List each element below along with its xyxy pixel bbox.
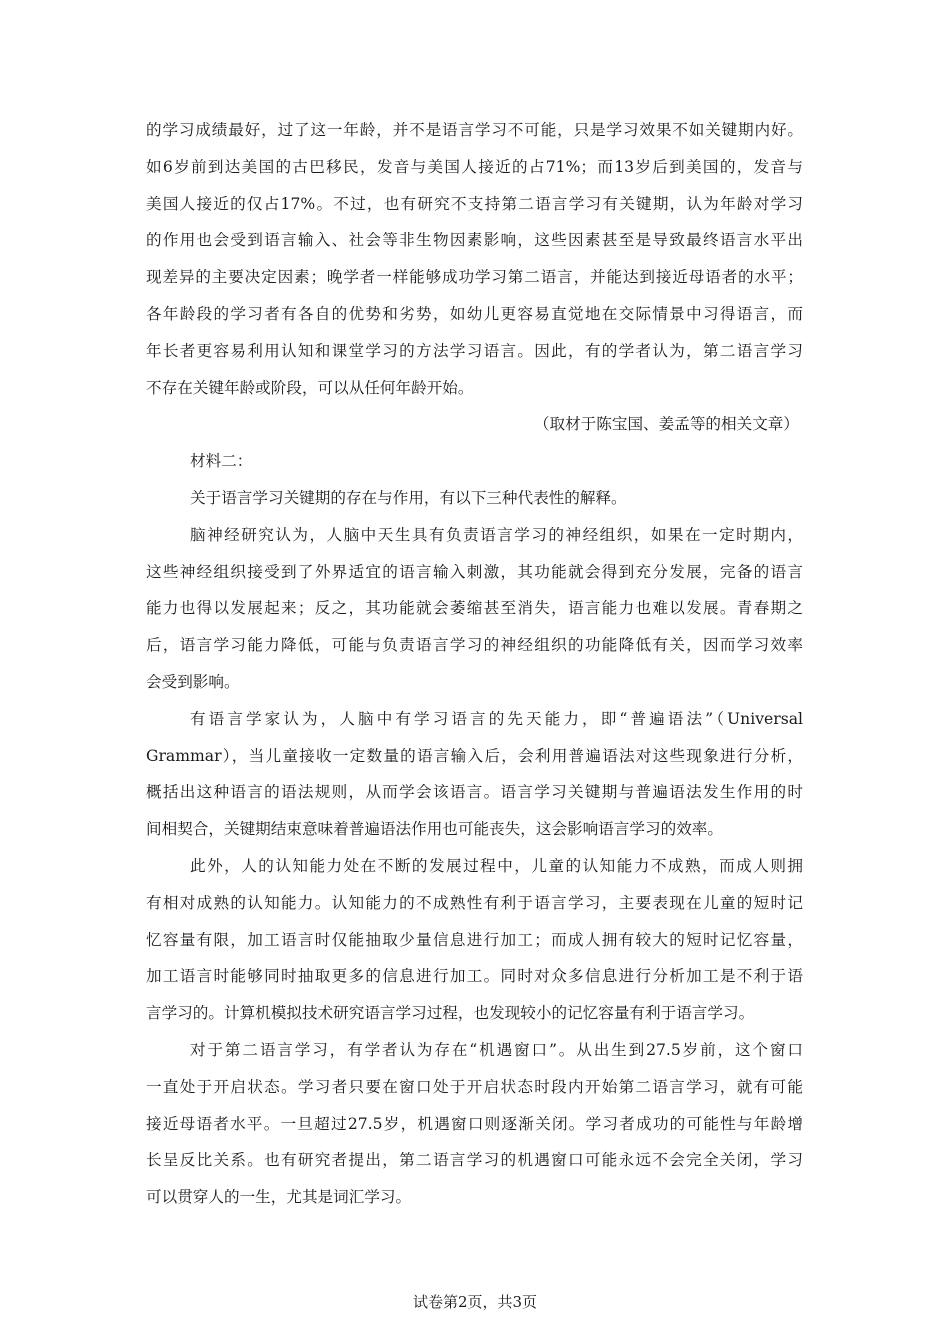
text-line: 有相对成熟的认知能力。认知能力的不成熟性有利于语言学习，主要表现在儿童的短时记 bbox=[146, 893, 803, 912]
text-line: 不存在关键年龄或阶段，可以从任何年龄开始。 bbox=[146, 378, 474, 397]
text-line: 会受到影响。 bbox=[146, 672, 240, 691]
source-note: （取材于陈宝国、姜孟等的相关文章） bbox=[533, 415, 799, 434]
text-line: 忆容量有限，加工语言时仅能抽取少量信息进行加工；而成人拥有较大的短时记忆容量， bbox=[146, 930, 803, 949]
document-body bbox=[146, 112, 803, 1216]
text-line: 有语言学家认为，人脑中有学习语言的先天能力，即“普遍语法”（Universal bbox=[190, 709, 803, 728]
text-line: 美国人接近的仅占17%。不过，也有研究不支持第二语言学习有关键期，认为年龄对学习 bbox=[146, 194, 803, 213]
material-heading: 材料二： bbox=[190, 452, 253, 471]
paragraph-4 bbox=[146, 848, 803, 1032]
text-line: 现差异的主要决定因素；晚学者一样能够成功学习第二语言，并能达到接近母语者的水平； bbox=[146, 268, 803, 287]
paragraph-5 bbox=[146, 1032, 803, 1216]
text-line: 年长者更容易利用认知和课堂学习的方法学习语言。因此，有的学者认为，第二语言学习 bbox=[146, 341, 803, 360]
paragraph-2 bbox=[146, 517, 803, 701]
text-line: 接近母语者水平。一旦超过27.5岁，机遇窗口则逐渐关闭。学习者成功的可能性与年龄增 bbox=[146, 1114, 803, 1133]
text-line: 可以贯穿人的一生，尤其是词汇学习。 bbox=[146, 1188, 412, 1207]
text-line: 后，语言学习能力降低，可能与负责语言学习的神经组织的功能降低有关，因而学习效率 bbox=[146, 636, 803, 655]
text-line: 对于第二语言学习，有学者认为存在“机遇窗口”。从出生到27.5岁前，这个窗口 bbox=[190, 1040, 803, 1059]
text-line: 言学习的。计算机模拟技术研究语言学习过程，也发现较小的记忆容量有利于语言学习。 bbox=[146, 1004, 755, 1023]
text-line: 的学习成绩最好，过了这一年龄，并不是语言学习不可能，只是学习效果不如关键期内好。 bbox=[146, 121, 803, 139]
text-line: 一直处于开启状态。学习者只要在窗口处于开启状态时段内开始第二语言学习，就有可能 bbox=[146, 1077, 803, 1096]
text-line: 的作用也会受到语言输入、社会等非生物因素影响，这些因素甚至是导致最终语言水平出 bbox=[146, 231, 803, 250]
intro-line: 关于语言学习关键期的存在与作用，有以下三种代表性的解释。 bbox=[190, 488, 627, 507]
text-line: 间相契合，关键期结束意味着普遍语法作用也可能丧失，这会影响语言学习的效率。 bbox=[146, 820, 723, 839]
text-line: 加工语言时能够同时抽取更多的信息进行加工。同时对众多信息进行分析加工是不利于语 bbox=[146, 967, 803, 986]
text-line: 这些神经组织接受到了外界适宜的语言输入刺激，其功能就会得到充分发展，完备的语言 bbox=[146, 562, 803, 581]
text-line: 能力也得以发展起来；反之，其功能就会萎缩甚至消失，语言能力也难以发展。青春期之 bbox=[146, 599, 803, 618]
text-line: 脑神经研究认为，人脑中天生具有负责语言学习的神经组织，如果在一定时期内， bbox=[190, 525, 803, 544]
text-line: 概括出这种语言的语法规则，从而学会该语言。语言学习关键期与普遍语法发生作用的时 bbox=[146, 783, 803, 802]
text-line: 此外，人的认知能力处在不断的发展过程中，儿童的认知能力不成熟，而成人则拥 bbox=[190, 856, 803, 875]
text-line: Grammar），当儿童接收一定数量的语言输入后，会利用普遍语法对这些现象进行分析， bbox=[146, 746, 803, 765]
page-footer: 试卷第2页，共3页 bbox=[412, 1293, 538, 1311]
paragraph-3 bbox=[146, 701, 803, 848]
paragraph-1 bbox=[146, 112, 803, 406]
text-line: 如6岁前到达美国的古巴移民，发音与美国人接近的占71%；而13岁后到美国的，发音与 bbox=[146, 157, 803, 176]
text-line: 各年龄段的学习者有各自的优势和劣势，如幼儿更容易直觉地在交际情景中习得语言，而 bbox=[146, 304, 803, 323]
text-line: 长呈反比关系。也有研究者提出，第二语言学习的机遇窗口可能永远不会完全关闭，学习 bbox=[146, 1151, 803, 1170]
